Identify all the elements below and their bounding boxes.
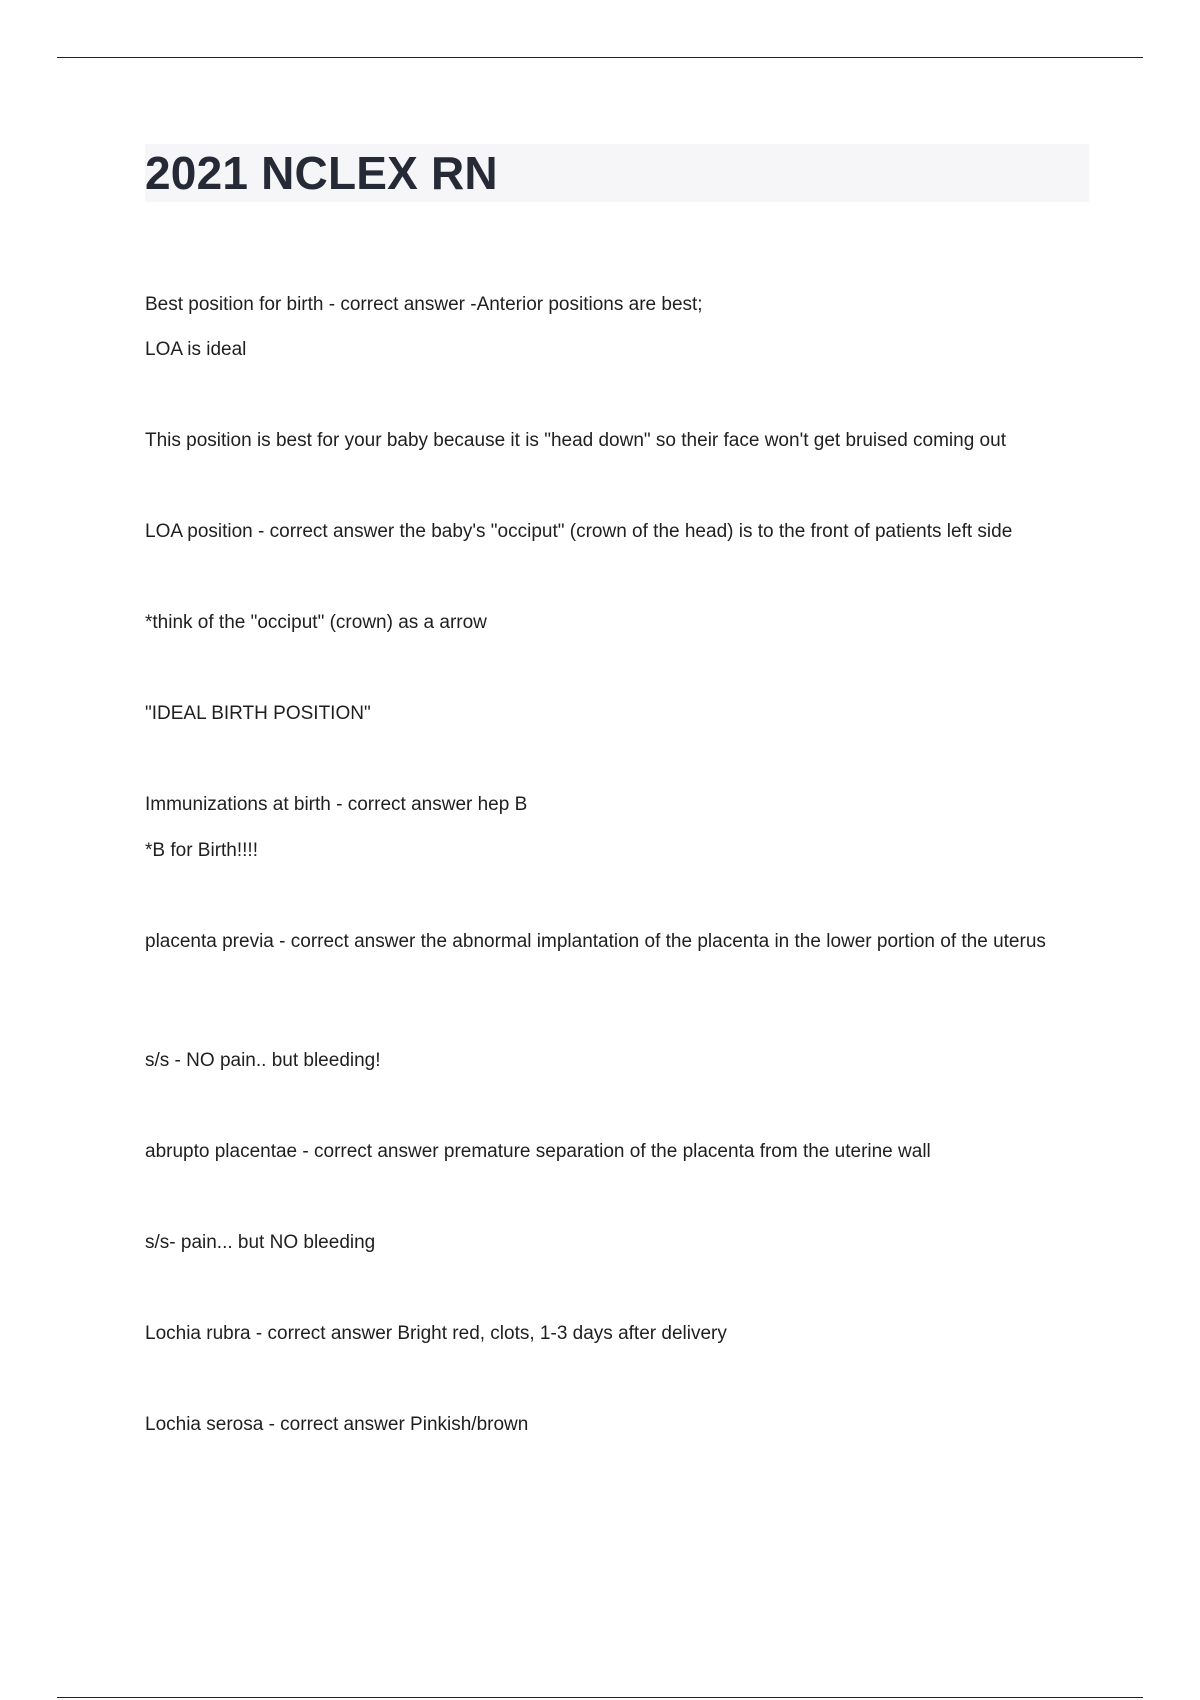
text-line: s/s - NO pain.. but bleeding! (145, 1050, 381, 1071)
text-line: s/s- pain... but NO bleeding (145, 1232, 376, 1253)
text-line: placenta previa - correct answer the abnormal implantation of the placenta in the lower portion of the uterus (145, 931, 1046, 952)
text-line: LOA position - correct answer the baby's "occiput" (crown of the head) is to the front of patients left side (145, 521, 1013, 542)
text-line: *think of the "occiput" (crown) as a arrow (145, 612, 487, 633)
text-line: Immunizations at birth - correct answer hep B (145, 794, 528, 815)
text-line: Lochia rubra - correct answer Bright red, clots, 1-3 days after delivery (145, 1323, 727, 1344)
text-line: abrupto placentae - correct answer premature separation of the placenta from the uterine wall (145, 1141, 931, 1162)
text-line: LOA is ideal (145, 339, 247, 360)
document-title: 2021 NCLEX RN (145, 147, 498, 199)
text-line: Best position for birth - correct answer -Anterior positions are best; (145, 294, 703, 315)
text-line: "IDEAL BIRTH POSITION" (145, 703, 371, 724)
bottom-divider (57, 1697, 1143, 1698)
text-line: *B for Birth!!!! (145, 840, 258, 861)
text-line: Lochia serosa - correct answer Pinkish/brown (145, 1414, 529, 1435)
text-line: This position is best for your baby because it is "head down" so their face won't get bruised coming out (145, 430, 1006, 451)
top-divider (57, 57, 1143, 58)
